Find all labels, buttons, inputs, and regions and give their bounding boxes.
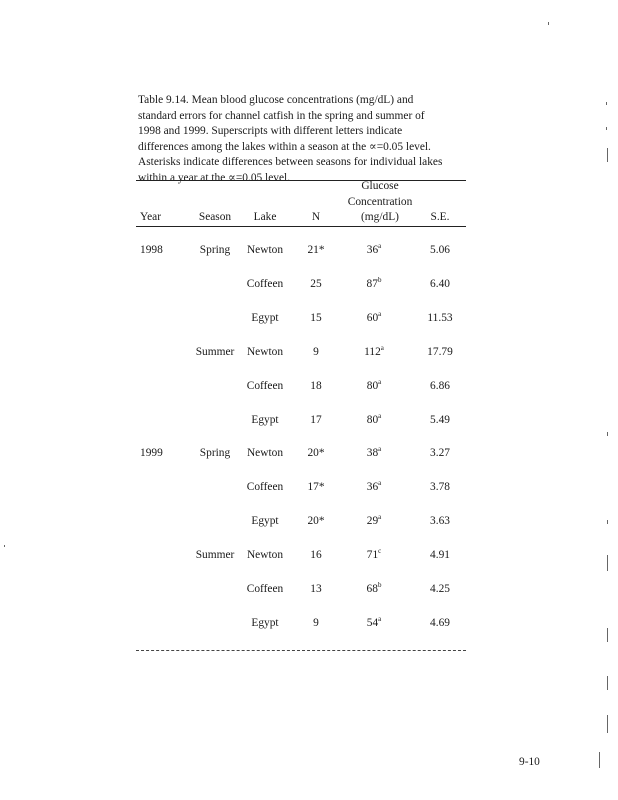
header-n: N: [311, 211, 321, 223]
table-bottom-rule: [136, 650, 466, 651]
caption-line: within a year at the ∝=0.05 level.: [138, 171, 291, 184]
glucose-superscript: c: [378, 547, 382, 555]
cell-n: 17: [310, 414, 322, 426]
cell-glucose: [352, 616, 396, 631]
header-glucose-line3: (mg/dL): [361, 211, 399, 224]
scan-speck: [4, 545, 5, 547]
cell-lake: Newton: [246, 244, 284, 256]
cell-lake: Coffeen: [246, 380, 284, 392]
glucose-superscript: a: [378, 310, 382, 318]
cell-glucose: [352, 345, 396, 360]
cell-glucose: [352, 480, 396, 495]
scan-speck: [606, 127, 607, 130]
scan-speck: [607, 148, 608, 162]
cell-season: Summer: [195, 346, 235, 358]
glucose-value: 36: [366, 481, 379, 493]
cell-n: 25: [310, 278, 322, 290]
cell-n: 17*: [307, 481, 325, 493]
caption-line: differences among the lakes within a season at the ∝=0.05 level.: [138, 140, 431, 153]
cell-n: 21*: [307, 244, 325, 256]
cell-n: 9: [313, 346, 319, 358]
cell-se: 3.78: [430, 481, 450, 493]
cell-n: 9: [313, 617, 319, 629]
scan-speck: [607, 715, 608, 733]
glucose-value: 54: [366, 617, 379, 629]
glucose-superscript: a: [378, 242, 382, 250]
cell-glucose: [352, 582, 396, 597]
cell-se: 3.63: [430, 515, 450, 527]
glucose-value: 112: [364, 346, 381, 358]
header-lake: Lake: [253, 211, 277, 223]
page-number: 9-10: [519, 756, 540, 768]
cell-se: 17.79: [427, 346, 453, 358]
glucose-superscript: a: [378, 412, 382, 420]
cell-glucose: [352, 446, 396, 461]
cell-lake: Newton: [246, 549, 284, 561]
glucose-value: 60: [366, 312, 379, 324]
cell-lake: Egypt: [251, 617, 279, 629]
table-caption: [138, 93, 468, 187]
glucose-superscript: a: [378, 445, 382, 453]
cell-glucose: [352, 548, 396, 563]
cell-lake: Egypt: [251, 515, 279, 527]
cell-lake: Egypt: [251, 312, 279, 324]
header-year: Year: [140, 211, 161, 223]
scan-speck: [607, 676, 608, 690]
glucose-superscript: b: [377, 276, 382, 284]
caption-line: Table 9.14. Mean blood glucose concentrations (mg/dL) and: [138, 94, 414, 106]
cell-season: Summer: [195, 549, 235, 561]
scan-speck: [607, 555, 608, 571]
cell-se: 6.86: [430, 380, 450, 392]
cell-year: 1999: [140, 447, 163, 459]
table-header-rule: [136, 226, 466, 227]
header-glucose-line1: Glucose: [361, 180, 399, 192]
cell-se: 6.40: [430, 278, 450, 290]
glucose-value: 68: [366, 583, 378, 595]
cell-n: 16: [310, 549, 322, 561]
header-se: S.E.: [430, 211, 450, 223]
cell-lake: Egypt: [251, 414, 279, 426]
scan-speck: [607, 520, 608, 524]
glucose-value: 29: [366, 515, 379, 527]
cell-se: 4.25: [430, 583, 450, 595]
cell-glucose: [352, 277, 396, 292]
cell-glucose: [352, 413, 396, 428]
header-season: Season: [198, 211, 232, 223]
cell-lake: Newton: [246, 447, 284, 459]
cell-year: 1998: [140, 244, 163, 256]
glucose-superscript: a: [378, 479, 382, 487]
glucose-value: 38: [366, 447, 379, 459]
header-glucose: [330, 179, 430, 226]
glucose-superscript: a: [378, 513, 382, 521]
glucose-superscript: a: [378, 615, 382, 623]
cell-se: 4.91: [430, 549, 450, 561]
cell-n: 15: [310, 312, 322, 324]
caption-line: Asterisks indicate differences between seasons for individual lakes: [138, 156, 443, 169]
cell-se: 5.49: [430, 414, 450, 426]
cell-glucose: [352, 379, 396, 394]
cell-n: 20*: [307, 447, 325, 459]
glucose-value: 80: [366, 380, 379, 392]
caption-line: 1998 and 1999. Superscripts with different letters indicate: [138, 125, 403, 138]
cell-glucose: [352, 514, 396, 529]
cell-n: 20*: [307, 515, 325, 527]
glucose-value: 71: [366, 549, 379, 561]
cell-se: 5.06: [430, 244, 450, 256]
cell-season: Spring: [199, 447, 231, 459]
cell-se: 11.53: [427, 312, 453, 324]
scan-speck: [606, 102, 607, 105]
header-glucose-line2: Concentration: [347, 195, 413, 208]
cell-se: 3.27: [430, 447, 450, 459]
cell-se: 4.69: [430, 617, 450, 629]
cell-lake: Newton: [246, 346, 284, 358]
cell-n: 18: [310, 380, 322, 392]
cell-lake: Coffeen: [246, 481, 284, 493]
cell-lake: Coffeen: [246, 583, 284, 595]
glucose-value: 87: [366, 278, 378, 290]
cell-glucose: [352, 311, 396, 326]
caption-line: standard errors for channel catfish in the spring and summer of: [138, 109, 425, 122]
cell-lake: Coffeen: [246, 278, 284, 290]
scan-speck: [607, 432, 608, 436]
glucose-superscript: b: [377, 581, 382, 589]
glucose-value: 36: [366, 244, 379, 256]
scan-speck: [599, 752, 600, 768]
glucose-superscript: a: [378, 378, 382, 386]
glucose-value: 80: [366, 414, 379, 426]
cell-glucose: [352, 243, 396, 258]
scan-speck: [607, 628, 608, 642]
cell-season: Spring: [199, 244, 231, 256]
cell-n: 13: [310, 583, 322, 595]
glucose-superscript: a: [380, 344, 384, 352]
scan-speck: [548, 22, 549, 25]
